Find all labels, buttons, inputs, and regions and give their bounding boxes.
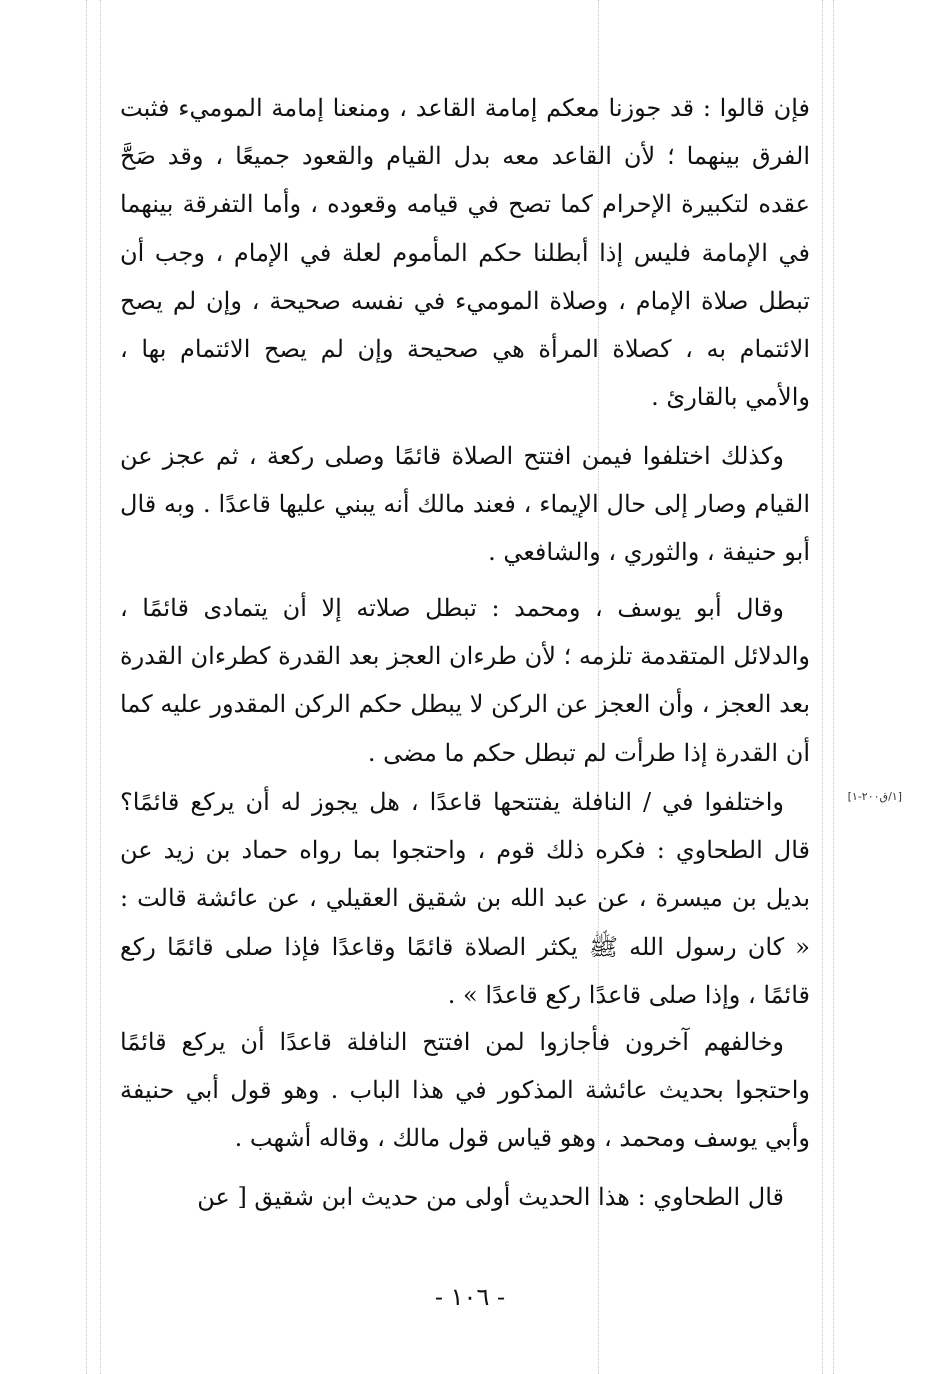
scan-guide-line: [86, 0, 87, 1374]
paragraph-3-text: وقال أبو يوسف ، ومحمد : تبطل صلاته إلا أن يتمادى قائمًا ، والدلائل المتقدمة تلزمه ؛ لأن طرءان العجز بعد القدرة كطرءان القدرة بعد العجز ، وأن العجز عن الركن لا يبطل حكم الركن المقدور عليه كما أن القدرة إذا طرأت لم تبطل حكم ما مضى .: [120, 594, 811, 767]
scan-guide-line: [833, 0, 834, 1374]
paragraph-5: [120, 1018, 810, 1163]
scan-guide-line: [822, 0, 823, 1374]
paragraph-2: [120, 432, 810, 577]
manuscript-folio-note: [١/ق٢٠٠-١]: [847, 790, 902, 803]
paragraph-1: [120, 84, 810, 421]
scan-guide-line: [100, 0, 101, 1374]
paragraph-4-text: واختلفوا في / النافلة يفتتحها قاعدًا ، هل يجوز له أن يركع قائمًا؟ قال الطحاوي : فكره ذلك قوم ، واحتجوا بما رواه حماد بن زيد عن بديل بن ميسرة ، عن عبد الله بن شقيق العقيلي ، عن عائشة قالت : « كان رسول الله ﷺ يكثر الصلاة قائمًا وقاعدًا فإذا صلى قائمًا ركع قائمًا ، وإذا صلى قاعدًا ركع قاعدًا » .: [120, 788, 810, 1009]
paragraph-4: [120, 778, 810, 1019]
paragraph-3: [120, 584, 810, 777]
paragraph-2-text: وكذلك اختلفوا فيمن افتتح الصلاة قائمًا وصلى ركعة ، ثم عجز عن القيام وصار إلى حال الإيماء ، فعند مالك أنه يبني عليها قاعدًا . وبه قال أبو حنيفة ، والثوري ، والشافعي .: [120, 442, 810, 567]
page-number: - ١٠٦ -: [434, 1283, 506, 1311]
paragraph-6-text: قال الطحاوي : هذا الحديث أولى من حديث ابن شقيق [ عن: [197, 1183, 784, 1211]
paragraph-5-text: وخالفهم آخرون فأجازوا لمن افتتح النافلة قاعدًا أن يركع قائمًا واحتجوا بحديث عائشة المذكور في هذا الباب . وهو قول أبي حنيفة وأبي يوسف ومحمد ، وهو قياس قول مالك ، وقاله أشهب .: [120, 1028, 810, 1153]
paragraph-1-text: فإن قالوا : قد جوزنا معكم إمامة القاعد ، ومنعنا إمامة الموميء فثبت الفرق بينهما ؛ لأن القاعد معه بدل القيام والقعود جميعًا ، وقد صَحَّ عقده لتكبيرة الإحرام كما تصح في قيامه وقعوده ، وأما التفرقة بينهما في الإمامة فليس إذا أبطلنا حكم المأموم لعلة في الإمام ، وجب أن تبطل صلاة الإمام ، وصلاة الموميء في نفسه صحيحة ، وإن لم يصح الائتمام به ، كصلاة المرأة هي صحيحة وإن لم يصح الائتمام بها ، والأمي بالقارئ .: [120, 94, 810, 412]
paragraph-6: [120, 1173, 810, 1221]
